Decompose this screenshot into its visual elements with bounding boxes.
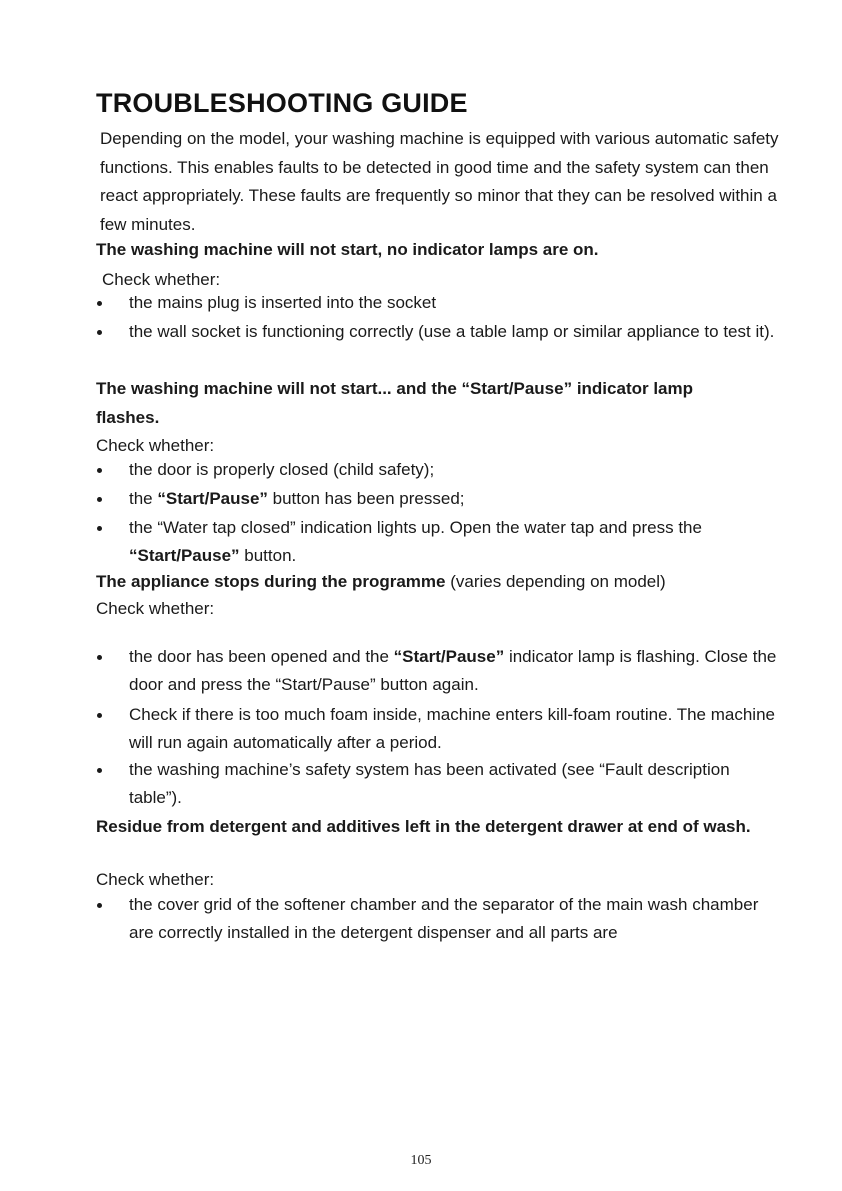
section-3-heading-text: The appliance stops during the programme bbox=[96, 572, 446, 591]
item-text: the cover grid of the softener chamber and the separator of the main wash chamber are correctly installed in the detergent dispenser and all parts are bbox=[129, 895, 759, 942]
item-text-pre: the bbox=[129, 489, 158, 508]
bullet-icon bbox=[97, 526, 102, 531]
section-1-check: Check whether: bbox=[102, 270, 221, 289]
bullet-icon bbox=[97, 655, 102, 660]
section-2-item-2 bbox=[96, 485, 786, 513]
item-text: the door is properly closed (child safety); bbox=[129, 460, 435, 479]
section-1-item-2 bbox=[96, 318, 786, 346]
section-1-item-1 bbox=[96, 289, 786, 317]
section-2-item-1 bbox=[96, 456, 786, 484]
bullet-icon bbox=[97, 497, 102, 502]
section-4-heading: Residue from detergent and additives left in the detergent drawer at end of wash. bbox=[96, 817, 751, 836]
section-1-heading: The washing machine will not start, no indicator lamps are on. bbox=[96, 240, 599, 259]
item-text-pre: the door has been opened and the bbox=[129, 647, 394, 666]
bullet-icon bbox=[97, 468, 102, 473]
page-number: 105 bbox=[410, 1153, 432, 1168]
item-text-post: button. bbox=[239, 546, 297, 565]
section-3-check: Check whether: bbox=[96, 599, 215, 618]
start-pause-label: “Start/Pause” bbox=[393, 647, 505, 666]
item-text: Check if there is too much foam inside, machine enters kill-foam routine. The machine will run again automatically after a period. bbox=[129, 705, 775, 752]
item-text: the wall socket is functioning correctly (use a table lamp or similar appliance to test it). bbox=[129, 322, 775, 341]
item-text-post: button has been pressed; bbox=[267, 489, 465, 508]
section-3-item-2 bbox=[96, 701, 786, 757]
item-text-post: indicator lamp is flashing. Close the door and press the “Start/Pause” button again. bbox=[129, 647, 777, 694]
intro-paragraph: Depending on the model, your washing machine is equipped with various automatic safety functions. This enables faults to be detected in good time and the safety system can then react appropriately. These faults are frequently so minor that they can be resolved within a few minutes. bbox=[100, 129, 779, 234]
section-3-item-1 bbox=[96, 643, 786, 699]
section-2-check: Check whether: bbox=[96, 436, 215, 455]
item-text: the mains plug is inserted into the socket bbox=[129, 293, 437, 312]
page-title: TROUBLESHOOTING GUIDE bbox=[96, 88, 468, 118]
section-4-item-1 bbox=[96, 891, 786, 947]
section-2-item-3 bbox=[96, 514, 786, 570]
section-4-check: Check whether: bbox=[96, 870, 215, 889]
start-pause-label: “Start/Pause” bbox=[129, 546, 240, 565]
section-3-heading bbox=[96, 567, 796, 596]
bullet-icon bbox=[97, 903, 102, 908]
bullet-icon bbox=[97, 301, 102, 306]
item-text-pre: the “Water tap closed” indication lights up. Open the water tap and press the bbox=[129, 518, 702, 537]
section-2-heading: The washing machine will not start... and the “Start/Pause” indicator lamp flashes. bbox=[96, 379, 694, 427]
section-3-heading-note: (varies depending on model) bbox=[445, 572, 666, 591]
start-pause-label: “Start/Pause” bbox=[157, 489, 268, 508]
item-text: the washing machine’s safety system has been activated (see “Fault description table”). bbox=[129, 760, 730, 807]
section-3-item-3 bbox=[96, 756, 786, 812]
bullet-icon bbox=[97, 768, 102, 773]
bullet-icon bbox=[97, 713, 102, 718]
bullet-icon bbox=[97, 330, 102, 335]
